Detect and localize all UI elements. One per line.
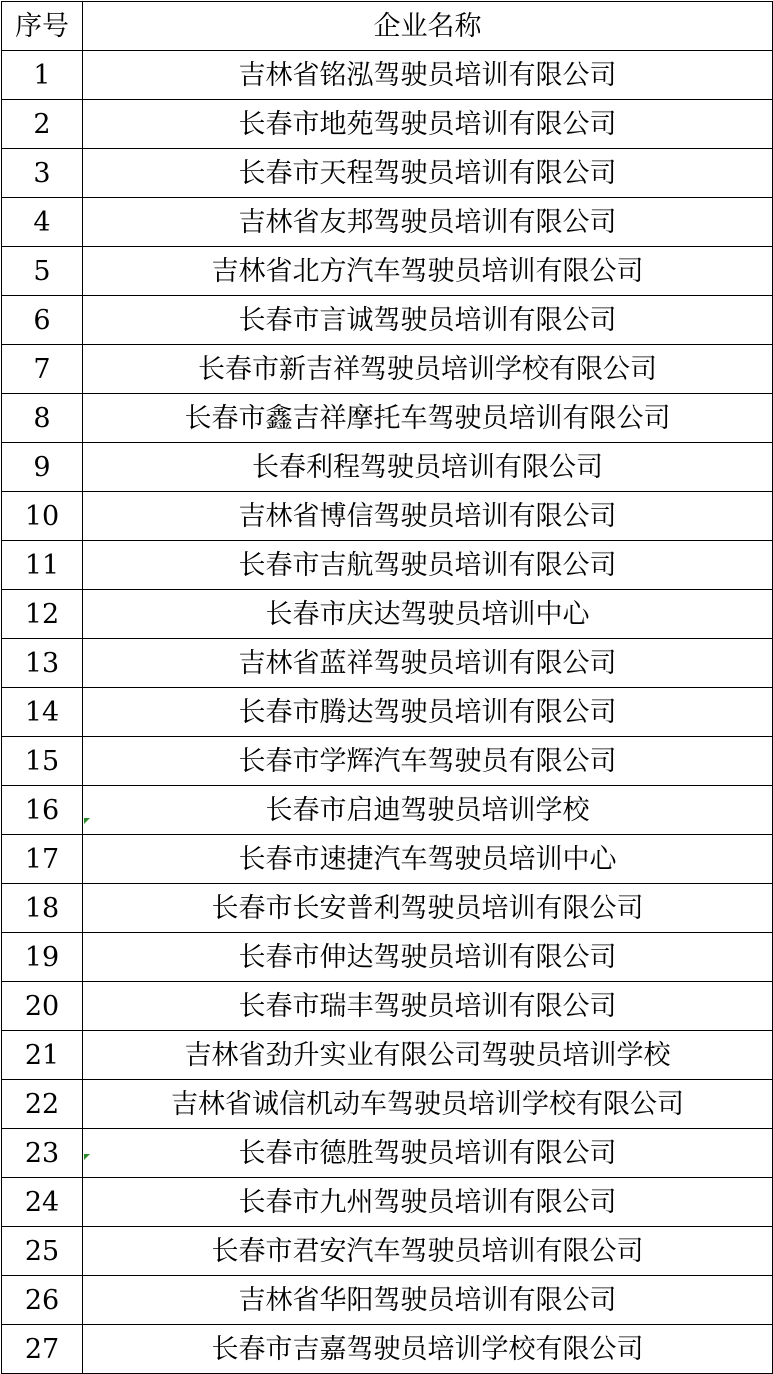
header-index: 序号: [2, 2, 83, 51]
row-index: 26: [2, 1276, 83, 1325]
table-row: [2, 1129, 773, 1178]
row-index: 2: [2, 100, 83, 149]
company-name: 吉林省博信驾驶员培训有限公司: [83, 492, 773, 541]
table-row: [2, 296, 773, 345]
row-index: 27: [2, 1325, 83, 1374]
table-row: [2, 345, 773, 394]
row-index: 8: [2, 394, 83, 443]
row-index: 25: [2, 1227, 83, 1276]
row-index: 14: [2, 688, 83, 737]
row-index: 10: [2, 492, 83, 541]
company-name: 长春市鑫吉祥摩托车驾驶员培训有限公司: [83, 394, 773, 443]
company-name: 长春市吉航驾驶员培训有限公司: [83, 541, 773, 590]
row-index: 9: [2, 443, 83, 492]
row-index: 5: [2, 247, 83, 296]
table-row: [2, 394, 773, 443]
row-index: 4: [2, 198, 83, 247]
company-name: 长春市腾达驾驶员培训有限公司: [83, 688, 773, 737]
row-index: 11: [2, 541, 83, 590]
table-row: [2, 492, 773, 541]
row-index: 18: [2, 884, 83, 933]
table-row: [2, 1178, 773, 1227]
table-row: [2, 1325, 773, 1374]
table-body: [2, 51, 773, 1374]
company-name: 长春市长安普利驾驶员培训有限公司: [83, 884, 773, 933]
row-index: 13: [2, 639, 83, 688]
company-name: 长春市速捷汽车驾驶员培训中心: [83, 835, 773, 884]
company-name: 吉林省华阳驾驶员培训有限公司: [83, 1276, 773, 1325]
table-row: [2, 786, 773, 835]
table-row: [2, 149, 773, 198]
company-name: 长春市天程驾驶员培训有限公司: [83, 149, 773, 198]
company-name: 长春市新吉祥驾驶员培训学校有限公司: [83, 345, 773, 394]
row-index: 21: [2, 1031, 83, 1080]
table-row: [2, 1080, 773, 1129]
company-name: 长春市地苑驾驶员培训有限公司: [83, 100, 773, 149]
header-company-name: 企业名称: [83, 2, 773, 51]
row-index: 6: [2, 296, 83, 345]
row-index: 7: [2, 345, 83, 394]
cell-comment-marker: [84, 1154, 90, 1160]
row-index: 24: [2, 1178, 83, 1227]
row-index: 16: [2, 786, 83, 835]
row-index: 1: [2, 51, 83, 100]
table-row: [2, 639, 773, 688]
table-row: [2, 737, 773, 786]
company-name: 长春市九州驾驶员培训有限公司: [83, 1178, 773, 1227]
table-row: [2, 590, 773, 639]
row-index: 17: [2, 835, 83, 884]
row-index: 20: [2, 982, 83, 1031]
cell-comment-marker: [84, 818, 90, 824]
table-row: [2, 1276, 773, 1325]
company-name: 长春市吉嘉驾驶员培训学校有限公司: [83, 1325, 773, 1374]
row-index: 3: [2, 149, 83, 198]
row-index: 12: [2, 590, 83, 639]
table-row: [2, 835, 773, 884]
company-name: 吉林省蓝祥驾驶员培训有限公司: [83, 639, 773, 688]
company-name: 长春市学辉汽车驾驶员有限公司: [83, 737, 773, 786]
table-row: [2, 933, 773, 982]
company-name: 长春利程驾驶员培训有限公司: [83, 443, 773, 492]
table-row: [2, 688, 773, 737]
table-row: [2, 443, 773, 492]
company-name: 吉林省诚信机动车驾驶员培训学校有限公司: [83, 1080, 773, 1129]
company-name: 吉林省北方汽车驾驶员培训有限公司: [83, 247, 773, 296]
company-name: 吉林省友邦驾驶员培训有限公司: [83, 198, 773, 247]
company-name: 长春市庆达驾驶员培训中心: [83, 590, 773, 639]
table-row: [2, 884, 773, 933]
table-header-row: [2, 2, 773, 51]
table-row: [2, 982, 773, 1031]
company-name: 长春市言诚驾驶员培训有限公司: [83, 296, 773, 345]
company-name: 长春市启迪驾驶员培训学校: [83, 786, 773, 835]
table-row: [2, 541, 773, 590]
table-row: [2, 1227, 773, 1276]
company-name: 吉林省铭泓驾驶员培训有限公司: [83, 51, 773, 100]
company-name: 长春市君安汽车驾驶员培训有限公司: [83, 1227, 773, 1276]
row-index: 23: [2, 1129, 83, 1178]
row-index: 15: [2, 737, 83, 786]
row-index: 19: [2, 933, 83, 982]
company-list-table: [1, 1, 773, 1374]
company-name: 吉林省劲升实业有限公司驾驶员培训学校: [83, 1031, 773, 1080]
table-row: [2, 51, 773, 100]
company-name: 长春市瑞丰驾驶员培训有限公司: [83, 982, 773, 1031]
table-row: [2, 247, 773, 296]
company-name: 长春市伸达驾驶员培训有限公司: [83, 933, 773, 982]
company-name: 长春市德胜驾驶员培训有限公司: [83, 1129, 773, 1178]
table-row: [2, 1031, 773, 1080]
row-index: 22: [2, 1080, 83, 1129]
table-row: [2, 198, 773, 247]
table-row: [2, 100, 773, 149]
